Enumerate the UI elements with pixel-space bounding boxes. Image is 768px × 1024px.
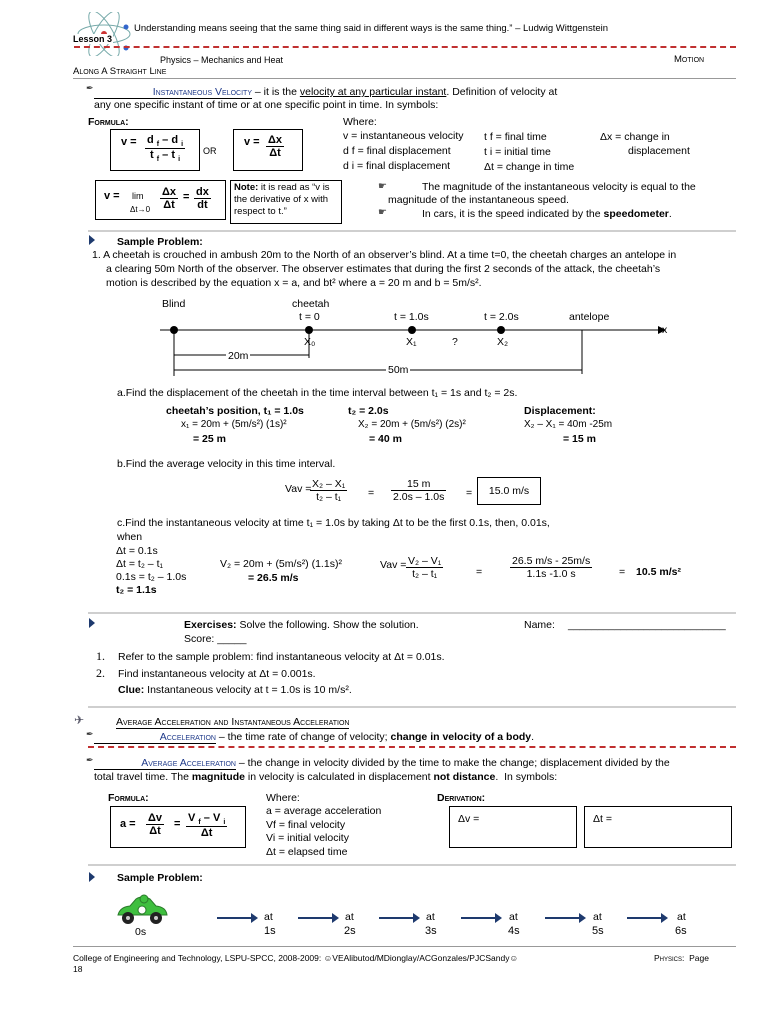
lesson-badge: Lesson 3 <box>73 34 113 44</box>
hand-icon: ☛ <box>378 207 387 218</box>
qc-v2: V₂ = 20m + (5m/s²) (1.1s)² <box>220 558 342 570</box>
avg-def-2-mid: in velocity is calculated in displacement <box>244 771 434 783</box>
avg-acceleration-def <box>94 757 736 770</box>
qa-row2-c: = 15 m <box>563 433 596 445</box>
avg-def-1: – the change in velocity divided by the time to make the change; displacement divided by the <box>236 757 670 769</box>
qc-answer: 10.5 m/s² <box>636 566 681 578</box>
qc-v2-result: = 26.5 m/s <box>248 572 299 584</box>
label-antelope: antelope <box>569 311 610 323</box>
qa-heading-1: cheetah’s position, t₁ = 1.0s <box>166 405 304 417</box>
where-item: Δx = change in <box>600 131 670 143</box>
inst-velocity-def <box>94 86 736 99</box>
at-label: at <box>593 911 602 923</box>
bullet-2 <box>422 208 672 220</box>
arrow-right-icon <box>545 917 581 919</box>
airplane-icon: ✈ <box>74 713 85 727</box>
section-divider <box>88 706 736 708</box>
label-t2: t = 2.0s <box>484 311 519 323</box>
avg-def-2-key2: not distance <box>433 771 496 783</box>
where-item: t f = final time <box>484 131 547 143</box>
exercises-header <box>184 619 419 631</box>
label-t1: t = 1.0s <box>394 311 429 323</box>
problem-line: a clearing 50m North of the observer. The observer estimates that during the first 2 seconds of the attack, the cheetah’s <box>106 263 661 275</box>
label-x1: X₁ <box>406 336 417 348</box>
header-dash-line <box>74 46 736 48</box>
clue-text: Instantaneous velocity at t = 1.0s is 10 m/s². <box>147 684 352 696</box>
qc-den2: 1.1s -1.0 s <box>526 568 576 580</box>
where-item: t i = initial time <box>484 146 551 158</box>
arrow-right-icon <box>461 917 497 919</box>
acc-formula-label: Formula: <box>108 792 149 804</box>
qc-fraction-1 <box>406 555 443 580</box>
note-box <box>230 180 342 224</box>
exercise-text: Find instantaneous velocity at Δt = 0.001s. <box>118 668 316 680</box>
where-item: d f = final displacement <box>343 145 451 157</box>
avg-acceleration-def-line2 <box>94 771 557 783</box>
section-divider <box>88 230 736 232</box>
dv-box <box>449 806 577 848</box>
footer-physics: Physics: <box>654 953 685 963</box>
question-b: b.Find the average velocity in this time interval. <box>117 458 336 470</box>
formula-label: Formula: <box>88 116 129 128</box>
qb-num: X₂ – X₁ <box>312 478 346 490</box>
footer-credit: College of Engineering and Technology, LSPU-SPCC, 2008-2009: ☺VEAlibutod/MDionglay/ACGonzales/PJCSandy☺ <box>73 953 519 963</box>
qc-fraction-2 <box>510 555 592 580</box>
inst-velocity-rest: . Definition of velocity at <box>446 86 558 98</box>
at-label: at <box>426 911 435 923</box>
at-label: at <box>509 911 518 923</box>
acceleration-title: Acceleration <box>159 731 216 743</box>
pen-icon: ✒ <box>86 755 94 765</box>
hand-icon: ☛ <box>378 181 387 192</box>
inst-velocity-key: velocity at any particular instant <box>299 86 447 98</box>
qb-answer-box <box>477 477 541 505</box>
arrow-head-icon <box>332 913 339 923</box>
exercise-text: Refer to the sample problem: find instantaneous velocity at Δt = 0.01s. <box>118 651 445 663</box>
label-x2: X₂ <box>497 336 509 348</box>
arrow-head-icon <box>661 913 668 923</box>
time-label-5: 5s <box>592 925 604 937</box>
qa-row1-b: X₂ = 20m + (5m/s²) (2s)² <box>358 419 466 430</box>
course-title: Physics – Mechanics and Heat <box>160 55 284 65</box>
topic-title: Along A Straight Line <box>73 66 167 77</box>
qa-heading-3: Displacement: <box>524 405 596 417</box>
name-label: Name: <box>524 619 555 631</box>
quote: Understanding means seeing that the same thing said in different ways is the same thing.” – Ludwig Wittgenstein <box>134 23 609 34</box>
dt-box <box>584 806 732 848</box>
acc-where-item: a = average acceleration <box>266 805 382 817</box>
name-field[interactable]: ___________________________ <box>568 619 726 631</box>
where-item: v = instantaneous velocity <box>343 130 464 142</box>
arrow-head-icon <box>413 913 420 923</box>
header-rule <box>73 78 736 79</box>
label-t0: t = 0 <box>299 311 320 323</box>
label-x-axis: x <box>662 324 668 336</box>
qc-step: 0.1s = t₂ – 1.0s <box>116 571 187 583</box>
clue <box>96 682 445 698</box>
section-divider <box>88 612 736 614</box>
note-text: it is read as “v is the derivative of x with respect to t.” <box>234 182 330 217</box>
bullet-1: The magnitude of the instantaneous velocity is equal to the magnitude of the instantaneous speed. <box>388 181 696 206</box>
footer-page-number: 18 <box>73 964 83 974</box>
where-item: d i = final displacement <box>343 160 451 172</box>
label-20m: 20m <box>228 350 249 362</box>
label-question: ? <box>452 336 458 348</box>
at-label: at <box>677 911 686 923</box>
note-label: Note: <box>234 182 259 193</box>
inst-velocity-lead: – it is the <box>252 86 300 98</box>
exercises-title: Exercises: <box>184 619 237 631</box>
formula-box-1: v = $\frac{d _f - d _i}{t _f - t _i}$ <box>110 129 200 171</box>
inst-velocity-def-line2: any one specific instant of time or at one specific point in time. In symbols: <box>94 99 439 111</box>
avg-acceleration-title: Average Acceleration <box>141 757 236 769</box>
pen-icon: ✒ <box>86 729 94 739</box>
qc-step: Δt = 0.1s <box>116 545 158 557</box>
acc-where-list <box>266 805 381 859</box>
acceleration-section-text: Average Acceleration and Instantaneous Acceleration <box>116 716 350 728</box>
problem-line: motion is described by the equation x = a, and bt² where a = 20 m and b = 5m/s². <box>106 277 482 289</box>
at-label: at <box>345 911 354 923</box>
bullet-2-pre: In cars, it is the speed indicated by the <box>422 208 604 220</box>
or-label: OR <box>203 146 217 156</box>
qa-row1-c: X₂ – X₁ = 40m -25m <box>524 419 613 430</box>
qa-heading-2: t₂ = 2.0s <box>348 405 389 417</box>
at-label: at <box>264 911 273 923</box>
where-item: Δt = change in time <box>484 161 575 173</box>
exercises-instr: Solve the following. Show the solution. <box>239 619 419 631</box>
arrow-bullet-icon <box>89 618 95 628</box>
acc-where-item: Vf = final velocity <box>266 818 346 831</box>
qb-fraction-1 <box>310 478 347 503</box>
time-label-4: 4s <box>508 925 520 937</box>
x1-point <box>408 326 416 334</box>
acc-where-item: Δt = elapsed time <box>266 845 348 858</box>
car-icon <box>114 893 170 927</box>
qc-num2: 26.5 m/s - 25m/s <box>512 555 591 567</box>
arrow-head-icon <box>495 913 502 923</box>
label-50m: 50m <box>388 364 409 376</box>
problem-line: 1. A cheetah is crouched in ambush 20m to the North of an observer’s blind. At a time t=0, the cheetah charges an antelope in <box>92 249 677 261</box>
question-c-line2: when <box>117 531 143 543</box>
where-col2 <box>484 130 574 175</box>
acceleration-def: Acceleration – the time rate of change of velocity; change in velocity of a body. <box>94 731 534 744</box>
exercises-score: Score: _____ <box>184 633 247 645</box>
bullet-2-post: . <box>668 208 672 220</box>
time-label-0: 0s <box>135 926 147 938</box>
unit-title: Motion <box>674 54 705 65</box>
qa-row1-a: x₁ = 20m + (5m/s²) (1s)² <box>181 419 287 430</box>
avg-def-2-post: . In symbols: <box>495 771 558 783</box>
arrow-right-icon <box>627 917 663 919</box>
derivation-label: Derivation: <box>437 792 486 804</box>
arrow-bullet-icon <box>89 872 95 882</box>
inst-velocity-title: Instantaneous Velocity <box>152 86 252 98</box>
arrow-right-icon <box>379 917 415 919</box>
time-label-2: 2s <box>344 925 356 937</box>
exercise-item: 1. Refer to the sample problem: find instantaneous velocity at Δt = 0.01s. <box>96 649 445 663</box>
formula-box-3: v = lim Δt→0 $\frac{\Delta x}{\Delta t}$ = $\frac{dx}{dt}$ <box>95 180 226 220</box>
qb-fraction-2 <box>391 478 446 503</box>
where-col3 <box>600 130 690 158</box>
acceleration-section-title <box>116 716 349 729</box>
dash-divider <box>88 746 736 748</box>
arrow-bullet-icon <box>89 235 95 245</box>
qb-vav: Vav = <box>285 483 312 495</box>
qa-row2-b: = 40 m <box>369 433 402 445</box>
acc-where-label: Where: <box>266 792 300 804</box>
where-item: displacement <box>628 145 690 157</box>
arrow-right-icon <box>217 917 253 919</box>
arrow-head-icon <box>579 913 586 923</box>
where-label: Where: <box>343 116 377 128</box>
label-blind: Blind <box>162 298 186 310</box>
qb-num2: 15 m <box>391 478 446 491</box>
acc-formula-box: a = $\frac{\Delta v}{\Delta t}$ = $\frac{V _f - V _i}{\Delta t}$ <box>110 806 246 848</box>
qc-step: Δt = t₂ – t₁ <box>116 558 164 570</box>
qb-eq2: = <box>466 487 473 499</box>
formula-box-2: v = $\frac{\Delta x}{\Delta t}$ <box>233 129 303 171</box>
problem-text <box>92 248 737 290</box>
qc-eq: = <box>476 566 483 578</box>
footer-rule <box>73 946 736 947</box>
acceleration-def-text: – the time rate of change of velocity; <box>216 731 391 743</box>
qc-step: t₂ = 1.1s <box>116 584 157 596</box>
exercise-item: 2. Find instantaneous velocity at Δt = 0.001s. <box>96 666 316 680</box>
qc-den: t₂ – t₁ <box>412 568 438 580</box>
label-cheetah: cheetah <box>292 298 330 310</box>
qc-eq2: = <box>619 566 626 578</box>
footer-page-label <box>654 953 709 963</box>
arrow-head-icon <box>251 913 258 923</box>
qc-steps <box>116 545 186 597</box>
dv-label: Δv = <box>458 813 480 825</box>
avg-def-2-key: magnitude <box>191 771 245 783</box>
pen-icon: ✒ <box>86 83 94 93</box>
time-label-6: 6s <box>675 925 687 937</box>
qb-den2: 2.0s – 1.0s <box>393 491 445 503</box>
avg-def-2-pre: total travel time. The <box>94 771 192 783</box>
dt-label: Δt = <box>593 813 612 825</box>
question-c-line1: c.Find the instantaneous velocity at time t₁ = 1.0s by taking Δt to be the first 0.1s, then, 0.01s, <box>117 517 550 529</box>
time-label-1: 1s <box>264 925 276 937</box>
exercise-list <box>96 648 445 698</box>
qc-num: V₂ – V₁ <box>408 555 442 567</box>
qb-eq: = <box>368 487 375 499</box>
qa-row2-a: = 25 m <box>193 433 226 445</box>
section-divider <box>88 864 736 866</box>
footer-page: Page <box>689 953 709 963</box>
time-label-3: 3s <box>425 925 437 937</box>
acceleration-key: change in velocity of a body <box>390 731 532 743</box>
where-col1 <box>343 129 464 174</box>
bullet-2-key: speedometer <box>603 208 669 220</box>
clue-label: Clue: <box>118 684 145 696</box>
acc-where-item: Vi = initial velocity <box>266 832 349 844</box>
qb-answer: 15.0 m/s <box>488 485 530 497</box>
arrow-right-icon <box>298 917 334 919</box>
x2-point <box>497 326 505 334</box>
sample-title-1: Sample Problem: <box>117 236 203 248</box>
label-x0: X₀ <box>304 336 316 348</box>
question-a: a.Find the displacement of the cheetah in the time interval between t₁ = 1s and t₂ = 2s. <box>117 387 518 399</box>
qb-den: t₂ – t₁ <box>316 491 342 503</box>
qc-vav: Vav = <box>380 559 407 571</box>
sample-title-2: Sample Problem: <box>117 872 203 884</box>
